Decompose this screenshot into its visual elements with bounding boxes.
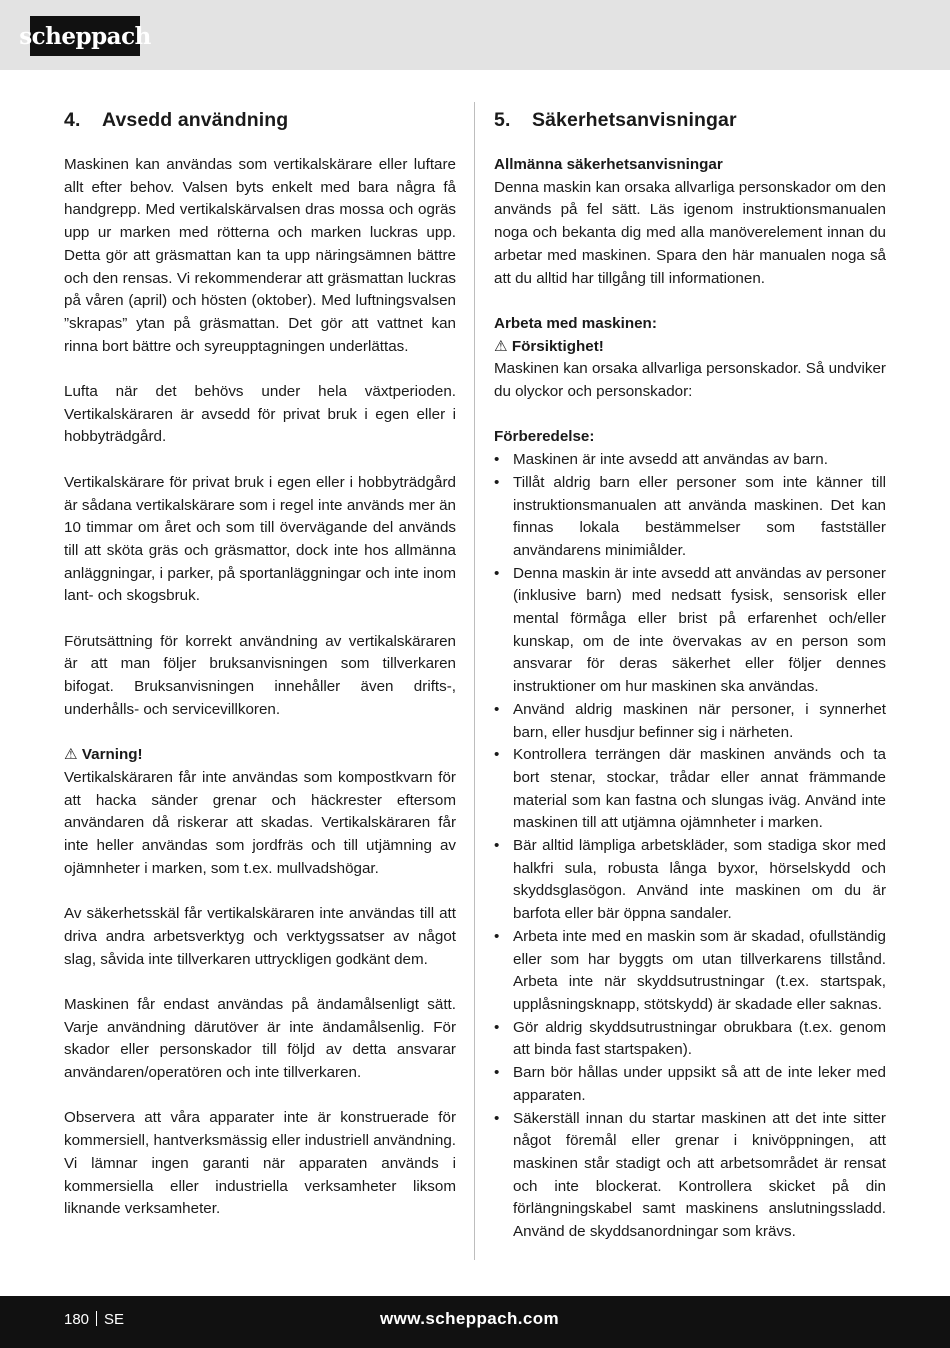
section-number: 5. (494, 109, 511, 131)
caution-heading: ⚠ Försiktighet! (494, 337, 604, 355)
column-divider (474, 102, 475, 1260)
subheading-general: Allmänna säkerhetsanvisningar (494, 156, 723, 173)
section-title: Säkerhetsanvisningar (532, 109, 737, 131)
paragraph: Denna maskin kan orsaka allvarliga personskador om den används på fel sätt. Läs igenom instruktionsmanualen noga och bekanta dig med alla manöverelement innan du arbetar med maskinen. Spara den här manualen noga så att du alltid har tillgång till informationen. (494, 178, 886, 287)
list-item: • Använd aldrig maskinen när personer, i synnerhet barn, eller husdjur befinner sig i närheten. (494, 699, 886, 744)
list-item: • Bär alltid lämpliga arbetskläder, som stadiga skor med halkfri sula, robusta långa byxor, hörselskydd och skyddsglasögon. Använd inte maskinen om du är barfota eller bär öppna sandaler. (494, 835, 886, 926)
paragraph: Lufta när det behövs under hela växtperioden. Vertikalskäraren är avsedd för privat bruk i egen eller i hobbyträdgård. (64, 383, 456, 446)
right-column (494, 108, 886, 1244)
section-number: 4. (64, 109, 81, 131)
list-item: • Kontrollera terrängen där maskinen används och ta bort stenar, stockar, trådar eller annat främmande material som kan fastna och slungas iväg. Använd inte maskinen till att utjämna ojämnheter i marken. (494, 744, 886, 835)
subheading-preparation: Förberedelse: (494, 428, 595, 446)
paragraph: Observera att våra apparater inte är konstruerade för kommersiell, hantverksmässig eller industriell användning. Vi lämnar ingen garanti när apparaten används i kommersiella eller industriella verksamheter liksom liknande verksamheter. (64, 1109, 456, 1218)
list-item: • Denna maskin är inte avsedd att användas av personer (inklusive barn) med nedsatt fysisk, sensorisk eller mental förmåga eller brist på erfarenhet och/eller kunskap, om de inte övervakas av en person som ansvarar för deras säkerhet eller följer dennes instruktioner om hur maskinen ska användas. (494, 563, 886, 699)
scheppach-logo: scheppach (30, 16, 140, 56)
footer-bar (0, 1296, 950, 1348)
language-code: SE (104, 1311, 125, 1328)
list-item: • Arbeta inte med en maskin som är skadad, ofullständig eller som har byggts om utan tillverkarens tillstånd. Arbeta inte när skyddsutrustningar (t.ex. startspak, upplåsningsknapp, stötskydd) är skadade eller saknas. (494, 926, 886, 1017)
left-column (64, 108, 456, 1221)
page-number: 180 (64, 1311, 90, 1328)
warning-heading: ⚠ Varning! (64, 746, 143, 764)
paragraph: Förutsättning för korrekt användning av vertikalskäraren är att man följer bruksanvisningen som tillverkaren bifogat. Bruksanvisningen innehåller även drifts-, underhålls- och servicevillkoren. (64, 632, 456, 718)
paragraph: Vertikalskärare för privat bruk i egen eller i hobbyträdgård är sådana vertikalskärare som i regel inte används mer än 10 timmar om året och som till övervägande del används till att sköta gräs och gräsmattor, dock inte hos allmänna anläggningar, i parker, på sportanläggningar och inte inom lant- och skogsbruk. (64, 473, 456, 605)
paragraph: Maskinen får endast användas på ändamålsenligt sätt. Varje användning därutöver är inte ändamålsenlig. För skador eller personskador till följd av detta ansvarar användaren/operatören och inte tillverkaren. (64, 995, 456, 1082)
list-item: • Tillåt aldrig barn eller personer som inte känner till instruktionsmanualen att använda maskinen. Det kan finnas lokala bestämmelser som fastställer användarens minimiålder. (494, 472, 886, 563)
website-link[interactable]: www.scheppach.com (380, 1309, 560, 1328)
section-title: Avsedd användning (102, 109, 289, 131)
header-band (0, 0, 950, 70)
list-item: • Maskinen är inte avsedd att användas av barn. (494, 449, 886, 472)
separator (96, 1311, 97, 1326)
page-indicator (64, 1310, 124, 1330)
safety-bullet-list (494, 449, 886, 1244)
paragraph: Maskinen kan användas som vertikalskärare eller luftare allt efter behov. Valsen byts enkelt med bara några få handgrepp. Med vertikalskärvalsen dras mossa och ogräs upp ur marken med rötterna och marken luckras upp. Detta gör att gräsmattan kan ta upp näringsämnen bättre och den rensas. Vi rekommenderar att gräsmattan luckras på våren (april) och hösten (oktober). Med luftningsvalsen ”skrapas” ytan på gräsmattan. Det gör att vattnet kan rinna bort bättre och syreupptagningen underlättas. (64, 156, 456, 355)
list-item: • Gör aldrig skyddsutrustningar obrukbara (t.ex. genom att binda fast startspaken). (494, 1017, 886, 1062)
subheading-work: Arbeta med maskinen: (494, 314, 657, 332)
warning-text: Vertikalskäraren får inte användas som kompostkvarn för att hacka sänder grenar och häckrester eftersom användaren då riskerar att skadas. Vertikalskäraren får inte heller användas som jordfräs och till utjämning av ojämnheter i marken, som t.ex. mullvadshögar. (64, 768, 456, 877)
list-item: • Barn bör hållas under uppsikt så att de inte leker med apparaten. (494, 1062, 886, 1107)
list-item: • Säkerställ innan du startar maskinen att det inte sitter något föremål eller grenar i knivöppningen, att maskinen står stadigt och att arbetsområdet är rensat och inte blockerat. Kontrollera skicket på din förlängningskabel samt maskinens anslutningssladd. Använd de skyddsanordningar som krävs. (494, 1108, 886, 1244)
paragraph: Av säkerhetsskäl får vertikalskäraren inte användas till att driva andra arbetsverktyg och verktygssatser av något slag, såvida inte tillverkaren uttryckligen godkänt dem. (64, 905, 456, 968)
section-heading-4 (64, 108, 456, 132)
caution-text: Maskinen kan orsaka allvarliga personskador. Så undviker du olyckor och personskador: (494, 360, 886, 401)
section-heading-5 (494, 108, 886, 132)
